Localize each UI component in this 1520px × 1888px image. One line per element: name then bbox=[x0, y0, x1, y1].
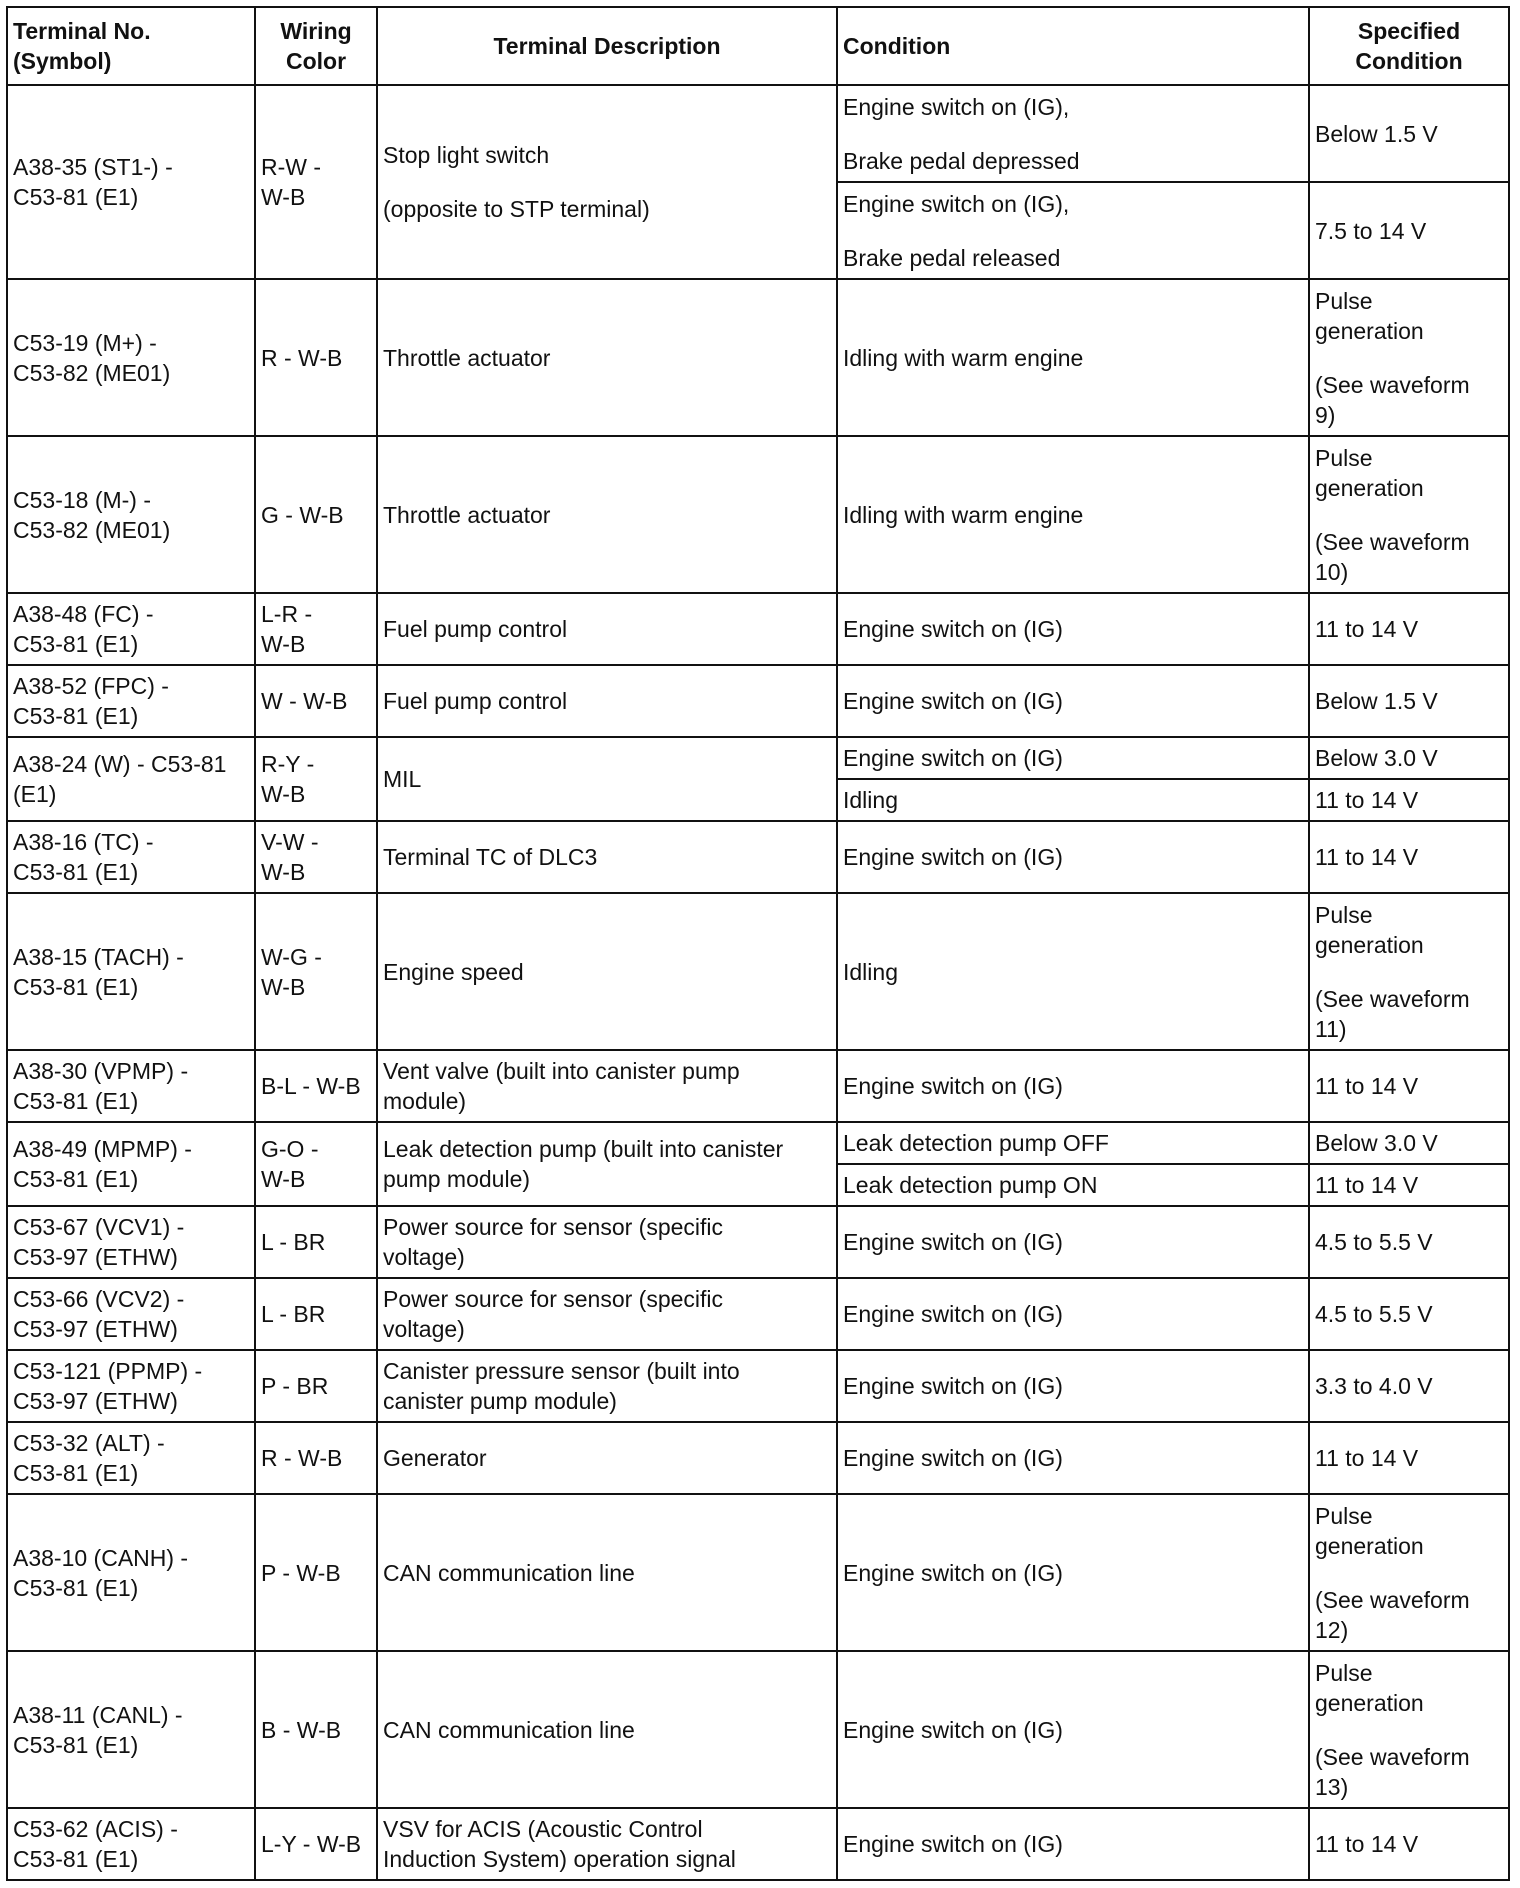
condition-cell: Engine switch on (IG) bbox=[837, 1278, 1309, 1350]
description-cell: Power source for sensor (specific voltage) bbox=[377, 1278, 837, 1350]
terminal-cell: C53-67 (VCV1) - C53-97 (ETHW) bbox=[7, 1206, 255, 1278]
condition-cell: Engine switch on (IG), Brake pedal released bbox=[837, 182, 1309, 279]
terminal-spec-table bbox=[6, 6, 1510, 1881]
condition-cell: Engine switch on (IG) bbox=[837, 1050, 1309, 1122]
table-row bbox=[7, 1808, 1509, 1880]
description-cell: CAN communication line bbox=[377, 1651, 837, 1808]
specified-cell: 3.3 to 4.0 V bbox=[1309, 1350, 1509, 1422]
wiring-cell: P - BR bbox=[255, 1350, 377, 1422]
wiring-cell: R - W-B bbox=[255, 279, 377, 436]
description-cell: Generator bbox=[377, 1422, 837, 1494]
specified-cell: 4.5 to 5.5 V bbox=[1309, 1278, 1509, 1350]
specified-cell: 11 to 14 V bbox=[1309, 1164, 1509, 1206]
terminal-cell: A38-15 (TACH) - C53-81 (E1) bbox=[7, 893, 255, 1050]
wiring-cell: L-Y - W-B bbox=[255, 1808, 377, 1880]
description-cell: VSV for ACIS (Acoustic Control Induction System) operation signal bbox=[377, 1808, 837, 1880]
condition-cell: Engine switch on (IG) bbox=[837, 593, 1309, 665]
specified-cell: 11 to 14 V bbox=[1309, 1422, 1509, 1494]
terminal-cell: C53-32 (ALT) - C53-81 (E1) bbox=[7, 1422, 255, 1494]
header-specified: Specified Condition bbox=[1309, 7, 1509, 85]
condition-cell: Engine switch on (IG) bbox=[837, 1350, 1309, 1422]
condition-cell: Engine switch on (IG) bbox=[837, 821, 1309, 893]
condition-cell: Engine switch on (IG) bbox=[837, 1422, 1309, 1494]
condition-cell: Leak detection pump ON bbox=[837, 1164, 1309, 1206]
table-row bbox=[7, 1651, 1509, 1808]
description-cell: Leak detection pump (built into canister pump module) bbox=[377, 1122, 837, 1206]
table-row bbox=[7, 85, 1509, 182]
description-cell: Terminal TC of DLC3 bbox=[377, 821, 837, 893]
table-row bbox=[7, 1494, 1509, 1651]
table-row bbox=[7, 279, 1509, 436]
description-cell: MIL bbox=[377, 737, 837, 821]
description-cell: Fuel pump control bbox=[377, 665, 837, 737]
terminal-cell: A38-49 (MPMP) - C53-81 (E1) bbox=[7, 1122, 255, 1206]
table-row bbox=[7, 1050, 1509, 1122]
specified-cell: Pulse generation (See waveform 9) bbox=[1309, 279, 1509, 436]
table-row bbox=[7, 1122, 1509, 1164]
description-cell: Stop light switch (opposite to STP terminal) bbox=[377, 85, 837, 279]
description-cell: Vent valve (built into canister pump module) bbox=[377, 1050, 837, 1122]
specified-cell: Below 1.5 V bbox=[1309, 665, 1509, 737]
wiring-cell: P - W-B bbox=[255, 1494, 377, 1651]
description-cell: Canister pressure sensor (built into canister pump module) bbox=[377, 1350, 837, 1422]
terminal-cell: A38-11 (CANL) - C53-81 (E1) bbox=[7, 1651, 255, 1808]
description-cell: CAN communication line bbox=[377, 1494, 837, 1651]
specified-cell: Below 3.0 V bbox=[1309, 737, 1509, 779]
table-row bbox=[7, 1206, 1509, 1278]
specified-cell: Pulse generation (See waveform 11) bbox=[1309, 893, 1509, 1050]
condition-cell: Idling bbox=[837, 779, 1309, 821]
header-condition: Condition bbox=[837, 7, 1309, 85]
wiring-cell: R-Y - W-B bbox=[255, 737, 377, 821]
description-cell: Throttle actuator bbox=[377, 279, 837, 436]
condition-cell: Leak detection pump OFF bbox=[837, 1122, 1309, 1164]
specified-cell: 11 to 14 V bbox=[1309, 821, 1509, 893]
condition-cell: Idling with warm engine bbox=[837, 279, 1309, 436]
wiring-cell: L - BR bbox=[255, 1278, 377, 1350]
wiring-cell: V-W - W-B bbox=[255, 821, 377, 893]
description-cell: Fuel pump control bbox=[377, 593, 837, 665]
terminal-cell: A38-24 (W) - C53-81 (E1) bbox=[7, 737, 255, 821]
header-description: Terminal Description bbox=[377, 7, 837, 85]
specified-cell: 11 to 14 V bbox=[1309, 593, 1509, 665]
terminal-cell: C53-19 (M+) - C53-82 (ME01) bbox=[7, 279, 255, 436]
wiring-cell: B-L - W-B bbox=[255, 1050, 377, 1122]
terminal-cell: C53-62 (ACIS) - C53-81 (E1) bbox=[7, 1808, 255, 1880]
condition-cell: Engine switch on (IG) bbox=[837, 1808, 1309, 1880]
condition-cell: Idling with warm engine bbox=[837, 436, 1309, 593]
condition-cell: Engine switch on (IG) bbox=[837, 665, 1309, 737]
table-row bbox=[7, 436, 1509, 593]
table-row bbox=[7, 821, 1509, 893]
condition-cell: Engine switch on (IG) bbox=[837, 1494, 1309, 1651]
table-row bbox=[7, 1278, 1509, 1350]
specified-cell: Pulse generation (See waveform 13) bbox=[1309, 1651, 1509, 1808]
specified-cell: 11 to 14 V bbox=[1309, 1808, 1509, 1880]
condition-cell: Engine switch on (IG), Brake pedal depressed bbox=[837, 85, 1309, 182]
condition-cell: Engine switch on (IG) bbox=[837, 1651, 1309, 1808]
condition-cell: Idling bbox=[837, 893, 1309, 1050]
terminal-cell: C53-66 (VCV2) - C53-97 (ETHW) bbox=[7, 1278, 255, 1350]
terminal-cell: A38-16 (TC) - C53-81 (E1) bbox=[7, 821, 255, 893]
header-terminal: Terminal No. (Symbol) bbox=[7, 7, 255, 85]
terminal-cell: A38-10 (CANH) - C53-81 (E1) bbox=[7, 1494, 255, 1651]
table-row bbox=[7, 665, 1509, 737]
wiring-cell: W-G - W-B bbox=[255, 893, 377, 1050]
terminal-cell: A38-52 (FPC) - C53-81 (E1) bbox=[7, 665, 255, 737]
condition-cell: Engine switch on (IG) bbox=[837, 737, 1309, 779]
terminal-cell: C53-121 (PPMP) - C53-97 (ETHW) bbox=[7, 1350, 255, 1422]
terminal-cell: C53-18 (M-) - C53-82 (ME01) bbox=[7, 436, 255, 593]
specified-cell: Pulse generation (See waveform 12) bbox=[1309, 1494, 1509, 1651]
table-row bbox=[7, 1422, 1509, 1494]
condition-cell: Engine switch on (IG) bbox=[837, 1206, 1309, 1278]
specified-cell: 4.5 to 5.5 V bbox=[1309, 1206, 1509, 1278]
wiring-cell: R-W - W-B bbox=[255, 85, 377, 279]
wiring-cell: G-O - W-B bbox=[255, 1122, 377, 1206]
header-wiring: Wiring Color bbox=[255, 7, 377, 85]
specified-cell: 7.5 to 14 V bbox=[1309, 182, 1509, 279]
wiring-cell: L - BR bbox=[255, 1206, 377, 1278]
terminal-cell: A38-30 (VPMP) - C53-81 (E1) bbox=[7, 1050, 255, 1122]
table-header-row bbox=[7, 7, 1509, 85]
table-row bbox=[7, 893, 1509, 1050]
wiring-cell: B - W-B bbox=[255, 1651, 377, 1808]
specified-cell: 11 to 14 V bbox=[1309, 779, 1509, 821]
specified-cell: 11 to 14 V bbox=[1309, 1050, 1509, 1122]
specified-cell: Below 1.5 V bbox=[1309, 85, 1509, 182]
wiring-cell: R - W-B bbox=[255, 1422, 377, 1494]
wiring-cell: W - W-B bbox=[255, 665, 377, 737]
terminal-cell: A38-48 (FC) - C53-81 (E1) bbox=[7, 593, 255, 665]
specified-cell: Below 3.0 V bbox=[1309, 1122, 1509, 1164]
description-cell: Power source for sensor (specific voltage) bbox=[377, 1206, 837, 1278]
table-row bbox=[7, 737, 1509, 779]
table-row bbox=[7, 1350, 1509, 1422]
description-cell: Engine speed bbox=[377, 893, 837, 1050]
table-row bbox=[7, 593, 1509, 665]
wiring-cell: G - W-B bbox=[255, 436, 377, 593]
wiring-cell: L-R - W-B bbox=[255, 593, 377, 665]
terminal-cell: A38-35 (ST1-) - C53-81 (E1) bbox=[7, 85, 255, 279]
description-cell: Throttle actuator bbox=[377, 436, 837, 593]
specified-cell: Pulse generation (See waveform 10) bbox=[1309, 436, 1509, 593]
